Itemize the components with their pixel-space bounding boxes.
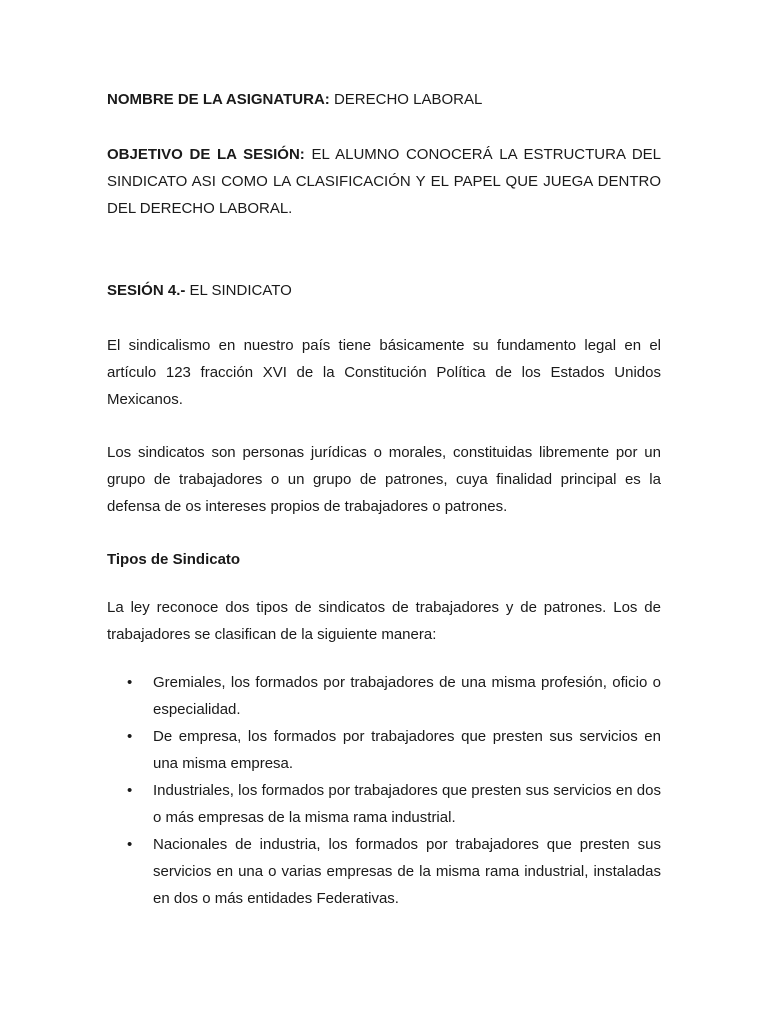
bullet-icon: • <box>127 836 133 853</box>
tipos-intro: La ley reconoce dos tipos de sindicatos de trabajadores y de patrones. Los de trabajadores se clasifican de la siguiente manera: <box>107 599 661 643</box>
objetivo-paragraph <box>107 141 661 222</box>
session-heading <box>107 277 661 304</box>
tipos-list <box>107 669 661 912</box>
document-page <box>107 86 661 912</box>
list-item <box>107 777 661 831</box>
asignatura-line <box>107 86 661 113</box>
objetivo-label: OBJETIVO DE LA SESIÓN: <box>107 146 305 163</box>
list-item-text: Nacionales de industria, los formados por trabajadores que presten sus servicios en una o varias empresas de la misma rama industrial, instaladas en dos o más entidades Federativas. <box>153 836 661 907</box>
bullet-icon: • <box>127 728 133 745</box>
list-item <box>107 723 661 777</box>
list-item-text: De empresa, los formados por trabajadores que presten sus servicios en una misma empresa. <box>153 728 661 772</box>
list-item-text: Industriales, los formados por trabajadores que presten sus servicios en dos o más empresas de la misma rama industrial. <box>153 782 661 826</box>
list-item-text: Gremiales, los formados por trabajadores de una misma profesión, oficio o especialidad. <box>153 674 661 718</box>
bullet-icon: • <box>127 674 133 691</box>
list-item <box>107 831 661 912</box>
session-title: EL SINDICATO <box>185 282 292 299</box>
tipos-heading: Tipos de Sindicato <box>107 551 241 568</box>
session-label: SESIÓN 4.- <box>107 282 186 299</box>
asignatura-label: NOMBRE DE LA ASIGNATURA: <box>107 91 330 108</box>
objetivo-value: EL ALUMNO CONOCERÁ LA ESTRUCTURA DEL SINDICATO ASI COMO LA CLASIFICACIÓN Y EL PAPEL QUE JUEGA DENTRO DEL DERECHO LABORAL. <box>107 146 661 217</box>
asignatura-value: DERECHO LABORAL <box>329 91 483 108</box>
list-item <box>107 669 661 723</box>
bullet-icon: • <box>127 782 133 799</box>
paragraph-definicion: Los sindicatos son personas jurídicas o morales, constituidas libremente por un grupo de trabajadores o un grupo de patrones, cuya finalidad principal es la defensa de os intereses propios de trabajadores o patrones. <box>107 444 661 515</box>
paragraph-fundamento: El sindicalismo en nuestro país tiene básicamente su fundamento legal en el artículo 123 fracción XVI de la Constitución Política de los Estados Unidos Mexicanos. <box>107 337 661 408</box>
